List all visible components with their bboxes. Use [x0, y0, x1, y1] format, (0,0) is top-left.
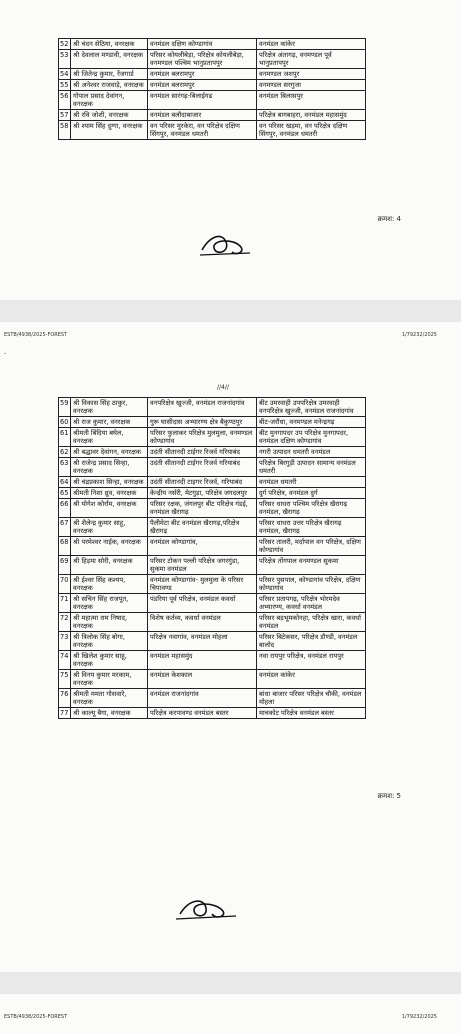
signature-mark — [172, 892, 242, 926]
serial-number: 76 — [59, 689, 71, 708]
document-number: 1/79232/2025 — [401, 332, 437, 338]
employee-name: श्री विकास सिंह ठाकुर, वनरक्षक — [71, 398, 148, 417]
current-posting: विशेष कर्तव्य, कवर्धा वनमंडल — [148, 613, 257, 632]
serial-number: 67 — [59, 518, 71, 537]
new-posting: वनमंडल बिलासपुर — [257, 91, 366, 110]
current-posting: वनमंडल राजनांदगांव — [148, 689, 257, 708]
new-posting: बीट मुनगापदर उप परिक्षेत्र मुनगापदर, वनमंडल दक्षिण कोण्डागांव — [257, 428, 366, 447]
serial-number: 66 — [59, 499, 71, 518]
employee-name: श्रीमती ममता गोसवारे, वनरक्षक — [71, 689, 148, 708]
new-posting: परिक्षेत्र बिरगुड़ी उत्पादन सामान्य वनमंडल धमतरी — [257, 458, 366, 477]
table-row — [59, 594, 366, 613]
document-page-1 — [0, 0, 461, 300]
table-row — [59, 477, 366, 488]
employee-name: श्री योगेश कोर्राम, वनरक्षक — [71, 499, 148, 518]
serial-number: 53 — [59, 50, 71, 69]
table-row — [59, 39, 366, 50]
current-posting: वनमंडल बलरामपुर — [148, 80, 257, 91]
table-row — [59, 708, 366, 719]
serial-number: 74 — [59, 651, 71, 670]
employee-name: श्री देवलाल मण्डावी, वनरक्षक — [71, 50, 148, 69]
employee-name: श्री राज कुमार, वनरक्षक — [71, 417, 148, 428]
margin-note: - — [4, 350, 7, 357]
employee-name: श्री त्रिलोक सिंह बोगा, वनरक्षक — [71, 632, 148, 651]
table-row — [59, 121, 366, 140]
serial-number: 62 — [59, 447, 71, 458]
current-posting: परिसर रक्षक, जंगलपुर बीट परिक्षेत्र गंडई, वनमंडल खैरागढ़ — [148, 499, 257, 518]
serial-number: 54 — [59, 69, 71, 80]
current-posting: वनमंडल महासमुंद — [148, 651, 257, 670]
table-row — [59, 651, 366, 670]
employee-name: श्री शैलेन्द्र कुमार साहू, वनरक्षक — [71, 518, 148, 537]
page-number: //4// — [217, 384, 229, 391]
serial-number: 70 — [59, 575, 71, 594]
transfer-table-page-2 — [58, 397, 366, 719]
table-row — [59, 556, 366, 575]
employee-name: श्री चंद्रप्रकाश सिन्हा, वनरक्षक — [71, 477, 148, 488]
table-row — [59, 398, 366, 417]
new-posting: परिक्षेत्र तोंगपाल वनमण्डल सुकमा — [257, 556, 366, 575]
employee-name: श्री जितेन्द्र कुमार, रेंजगार्ड — [71, 69, 148, 80]
current-posting: वनमंडल दक्षिण कोण्डागांव — [148, 39, 257, 50]
new-posting: परिक्षेत्र अंतागढ़, वनमण्डल पूर्व भानुप्रतापपुर — [257, 50, 366, 69]
serial-number: 68 — [59, 537, 71, 556]
current-posting: केन्द्रीय नर्सरी, मेटगुड़ा, परिक्षेत्र जगदलपुर — [148, 488, 257, 499]
employee-name: श्री श्याम सिंह दुग्गा, वनरक्षक — [71, 121, 148, 140]
new-posting: वनमण्डल सरगुजा — [257, 80, 366, 91]
serial-number: 63 — [59, 458, 71, 477]
continuation-note-page-2: क्रमश: 5 — [377, 792, 401, 800]
serial-number: 58 — [59, 121, 71, 140]
serial-number: 77 — [59, 708, 71, 719]
employee-name: श्री खिलेश कुमार साहू, वनरक्षक — [71, 651, 148, 670]
serial-number: 75 — [59, 670, 71, 689]
current-posting: वनमंडल केशकाल — [148, 670, 257, 689]
employee-name: श्री राजेन्द्र प्रसाद सिन्हा, वनरक्षक — [71, 458, 148, 477]
new-posting: परिक्षेत्र बागबाहरा, वनमंडल महासमुंद — [257, 110, 366, 121]
current-posting: परिक्षेत्र करपावण्ड वनमंडल बस्तर — [148, 708, 257, 719]
new-posting: दुर्ग परिक्षेत्र, वनमंडल दुर्ग — [257, 488, 366, 499]
table-row — [59, 632, 366, 651]
serial-number: 59 — [59, 398, 71, 417]
serial-number: 52 — [59, 39, 71, 50]
table-row — [59, 575, 366, 594]
current-posting: परिक्षेत्र नवागांव, वनमंडल मोहला — [148, 632, 257, 651]
employee-name: श्रीमती निशा ध्रुव, वनरक्षक — [71, 488, 148, 499]
table-row — [59, 110, 366, 121]
serial-number: 73 — [59, 632, 71, 651]
current-posting: वनमंडल सारंगढ़-बिलाईगढ — [148, 91, 257, 110]
new-posting: परिसर पुसपाल, कोण्डागांव परिक्षेत्र, दक्षिण कोण्डागांव — [257, 575, 366, 594]
file-reference: ESTB/4938/2025-FOREST — [4, 1014, 68, 1020]
document-page-3 — [0, 994, 461, 1034]
table-row — [59, 417, 366, 428]
serial-number: 57 — [59, 110, 71, 121]
table-row — [59, 428, 366, 447]
new-posting: परिसर प्रतापगढ़, परिक्षेत्र भोरमदेव अभ्यारण्य, कवर्धा वनमंडल — [257, 594, 366, 613]
new-posting: वनमंडल कांकेर — [257, 670, 366, 689]
current-posting: परिसर टोकन पल्ली परिक्षेत्र जगरगुंडा, सुकमा वनमंडल — [148, 556, 257, 575]
new-posting: नवा रायपुर परिक्षेत्र, वनमंडल रायपुर — [257, 651, 366, 670]
new-posting: वनमंडल धमतरी — [257, 477, 366, 488]
file-reference: ESTB/4938/2025-FOREST — [4, 332, 68, 338]
current-posting: उदंती सीतानदी टाईगर रिजर्व गरियाबंद — [148, 447, 257, 458]
employee-name: श्री हिड़मा सोरी, वनरक्षक — [71, 556, 148, 575]
serial-number: 69 — [59, 556, 71, 575]
serial-number: 71 — [59, 594, 71, 613]
transfer-table-page-1 — [58, 38, 366, 140]
new-posting: परिसर बिटेकसर, परिक्षेत्र डौण्डी, वनमंडल बालोद — [257, 632, 366, 651]
employee-name: श्री परमेश्वर नाईक, वनरक्षक — [71, 537, 148, 556]
table-row — [59, 499, 366, 518]
table-row — [59, 447, 366, 458]
employee-name: श्री सचिन सिंह राजपूत, वनरक्षक — [71, 594, 148, 613]
table-row — [59, 670, 366, 689]
current-posting: परिसर फुलाकर परिक्षेत्र मुलमुला, वनमण्डल कोण्डागांव — [148, 428, 257, 447]
table-row — [59, 50, 366, 69]
table-row — [59, 613, 366, 632]
table-row — [59, 488, 366, 499]
serial-number: 65 — [59, 488, 71, 499]
table-row — [59, 458, 366, 477]
new-posting: माचकोट परिक्षेत्र वनमंडल बस्तर — [257, 708, 366, 719]
new-posting: परिसर धाधरा पश्चिम परिक्षेत्र खैरागढ़ वनमंडल, खैरागढ़ — [257, 499, 366, 518]
table-row — [59, 518, 366, 537]
continuation-note-page-1: क्रमश: 4 — [377, 215, 401, 223]
table-row — [59, 80, 366, 91]
table-row — [59, 689, 366, 708]
employee-name: श्री काल्मू बैगा, वनरक्षक — [71, 708, 148, 719]
employee-name: श्री रवि जोशी, वनरक्षक — [71, 110, 148, 121]
employee-name: श्री अनेश्वर राजवाड़े, वनरक्षक — [71, 80, 148, 91]
new-posting: बीट उमरवाही उपपरिक्षेत्र उमरवाही वनपरिक्षेत्र खुज्जी, वनमंडल राजनांदगांव — [257, 398, 366, 417]
current-posting: वनमंडल बलरामपुर — [148, 69, 257, 80]
new-posting: परिसर बड़भूमकोनहा, परिक्षेत्र खारा, कवर्धा वनमंडल — [257, 613, 366, 632]
employee-name: श्री विनय कुमार मरकाम, वनरक्षक — [71, 670, 148, 689]
table-row — [59, 537, 366, 556]
new-posting: वनमण्डल जशपुर — [257, 69, 366, 80]
employee-name: श्रीमती बिंदिया बघेल, वनरक्षक — [71, 428, 148, 447]
current-posting: उदंती सीतानदी टाइगर रिजर्व, गरियाबंद — [148, 477, 257, 488]
current-posting: पंडरिया पूर्व परिक्षेत्र, वनमंडल कवर्धा — [148, 594, 257, 613]
document-number: 1/79232/2025 — [401, 1014, 437, 1020]
current-posting: वनपरिक्षेत्र खुज्जी, वनमंडल राजनांदगांव — [148, 398, 257, 417]
new-posting: वन परिसर खड़मा, वन परिक्षेत्र दक्षिण सिंगपुर, वनमंडल धमतरी — [257, 121, 366, 140]
new-posting: परिसर धाधरा उत्तर परिक्षेत्र खैरागढ़ वनमंडल, खैरागढ़ — [257, 518, 366, 537]
table-row — [59, 91, 366, 110]
new-posting: वनमंडल कांकेर — [257, 39, 366, 50]
current-posting: वनमंडल कोण्डागांव, — [148, 537, 257, 556]
current-posting: पैलीमेटा बीट वनमंडल खैरागढ़,परिक्षेत्र खैरागढ़ — [148, 518, 257, 537]
serial-number: 60 — [59, 417, 71, 428]
employee-name: श्री महात्मा राम निषाद, वनरक्षक — [71, 613, 148, 632]
employee-name: श्री चंदन सेठिया, वनरक्षक — [71, 39, 148, 50]
current-posting: वनमंडल कोण्डागांव- मुलमुला के परिसर चिपावण्ड — [148, 575, 257, 594]
serial-number: 56 — [59, 91, 71, 110]
current-posting: उदंती सीतानदी टाईगर रिजर्व गरियाबंद — [148, 458, 257, 477]
new-posting: नगरी उत्पादन धमतरी वनमंडल — [257, 447, 366, 458]
table-row — [59, 69, 366, 80]
signature-mark — [196, 228, 256, 262]
employee-name: श्री बद्धावर देवांगन, वनरक्षक — [71, 447, 148, 458]
current-posting: परिसर कोयलीबेड़ा, परिक्षेत्र कोयलीबेड़ा, वनमण्डल पश्चिम भानुप्रतापपुर — [148, 50, 257, 69]
serial-number: 55 — [59, 80, 71, 91]
employee-name: श्री ईश्वर सिंह कश्यप, वनरक्षक — [71, 575, 148, 594]
current-posting: वन परिसर मुरकेरा, वन परिक्षेत्र दक्षिण सिंगपुर, वनमंडल धमतरी — [148, 121, 257, 140]
serial-number: 61 — [59, 428, 71, 447]
new-posting: परिसर तालरी, मर्दापाल वन परिक्षेत्र, दक्षिण कोण्डागांव — [257, 537, 366, 556]
current-posting: गुरू घासीदास अभ्यारण्य क्षेत्र बैकुण्ठपुर — [148, 417, 257, 428]
current-posting: वनमंडल बलौदाबाजार — [148, 110, 257, 121]
document-page-2 — [0, 322, 461, 972]
serial-number: 64 — [59, 477, 71, 488]
employee-name: गोपाल प्रसाद देवांगन, वनरक्षक — [71, 91, 148, 110]
new-posting: बीट-जरौंधा, वनमण्डल मनेन्द्रगढ़ — [257, 417, 366, 428]
serial-number: 72 — [59, 613, 71, 632]
new-posting: बांधा बाजार परिसर परिक्षेत्र चौकी, वनमंडल मोहला — [257, 689, 366, 708]
